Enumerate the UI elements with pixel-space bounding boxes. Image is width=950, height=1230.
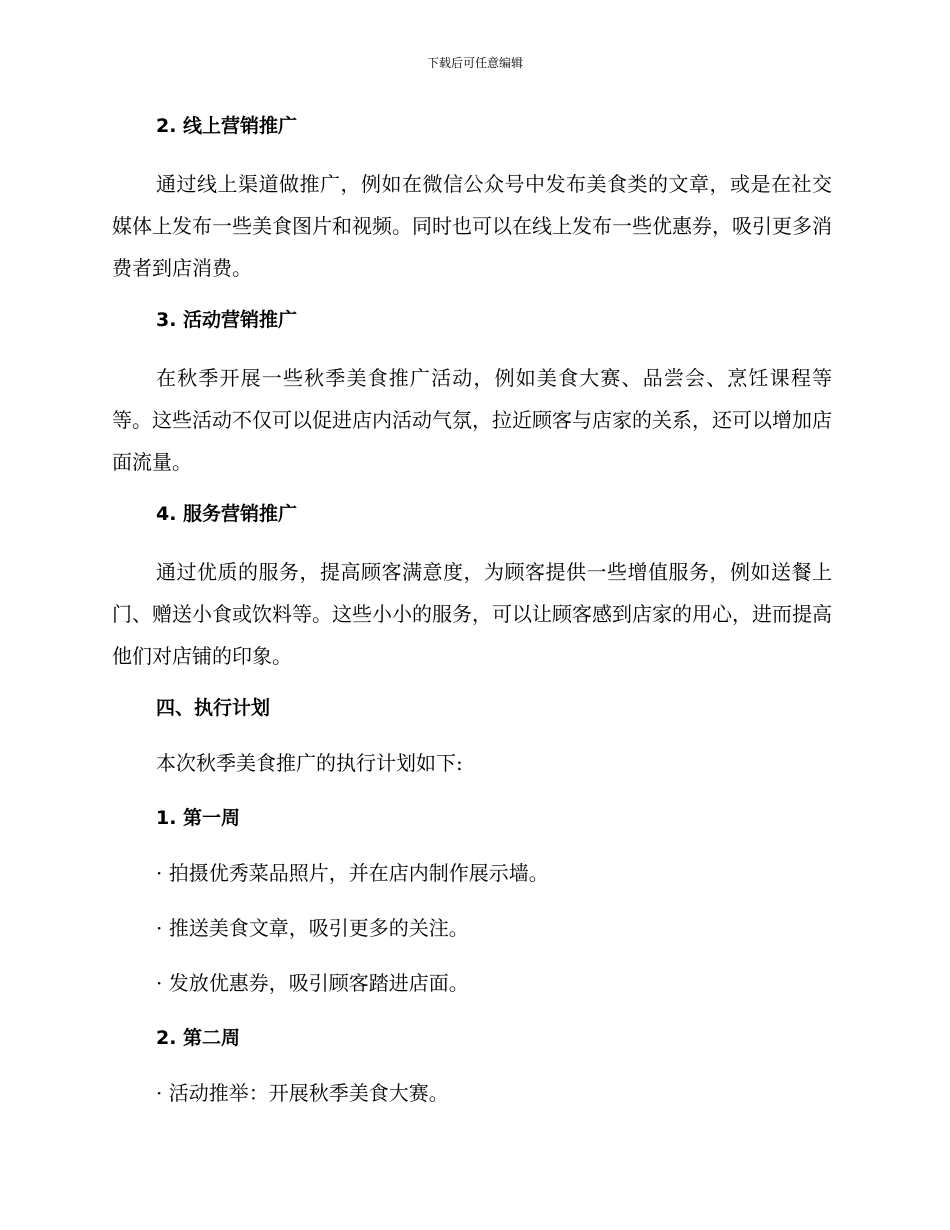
bullet-item: · 活动推举：开展秋季美食大赛。 [156,1081,449,1105]
heading-week-1: 1. 第一周 [156,807,241,829]
paragraph-service-marketing: 通过优质的服务，提高顾客满意度，为顾客提供一些增值服务，例如送餐上门、赠送小食或饮料等。这些小小的服务，可以让顾客感到店家的用心，进而提高他们对店铺的印象。 [112,560,832,668]
bullet-item: · 发放优惠券，吸引顾客踏进店面。 [156,971,469,995]
paragraph-online-marketing: 通过线上渠道做推广，例如在微信公众号中发布美食类的文章，或是在社交媒体上发布一些美食图片和视频。同时也可以在线上发布一些优惠券，吸引更多消费者到店消费。 [112,172,832,280]
heading-service-marketing: 4. 服务营销推广 [156,503,298,525]
bullet-item: · 推送美食文章，吸引更多的关注。 [156,916,469,940]
execution-plan-intro: 本次秋季美食推广的执行计划如下: [156,751,463,775]
heading-event-marketing: 3. 活动营销推广 [156,309,298,331]
paragraph-event-marketing: 在秋季开展一些秋季美食推广活动，例如美食大赛、品尝会、烹饪课程等等。这些活动不仅可以促进店内活动气氛，拉近顾客与店家的关系，还可以增加店面流量。 [112,366,832,474]
header-note: 下载后可任意编辑 [426,56,523,70]
bullet-item: · 拍摄优秀菜品照片，并在店内制作展示墙。 [156,861,549,885]
document-body [112,108,832,1130]
heading-online-marketing: 2. 线上营销推广 [156,115,298,137]
heading-execution-plan: 四、执行计划 [156,697,271,719]
heading-week-2: 2. 第二周 [156,1027,241,1049]
